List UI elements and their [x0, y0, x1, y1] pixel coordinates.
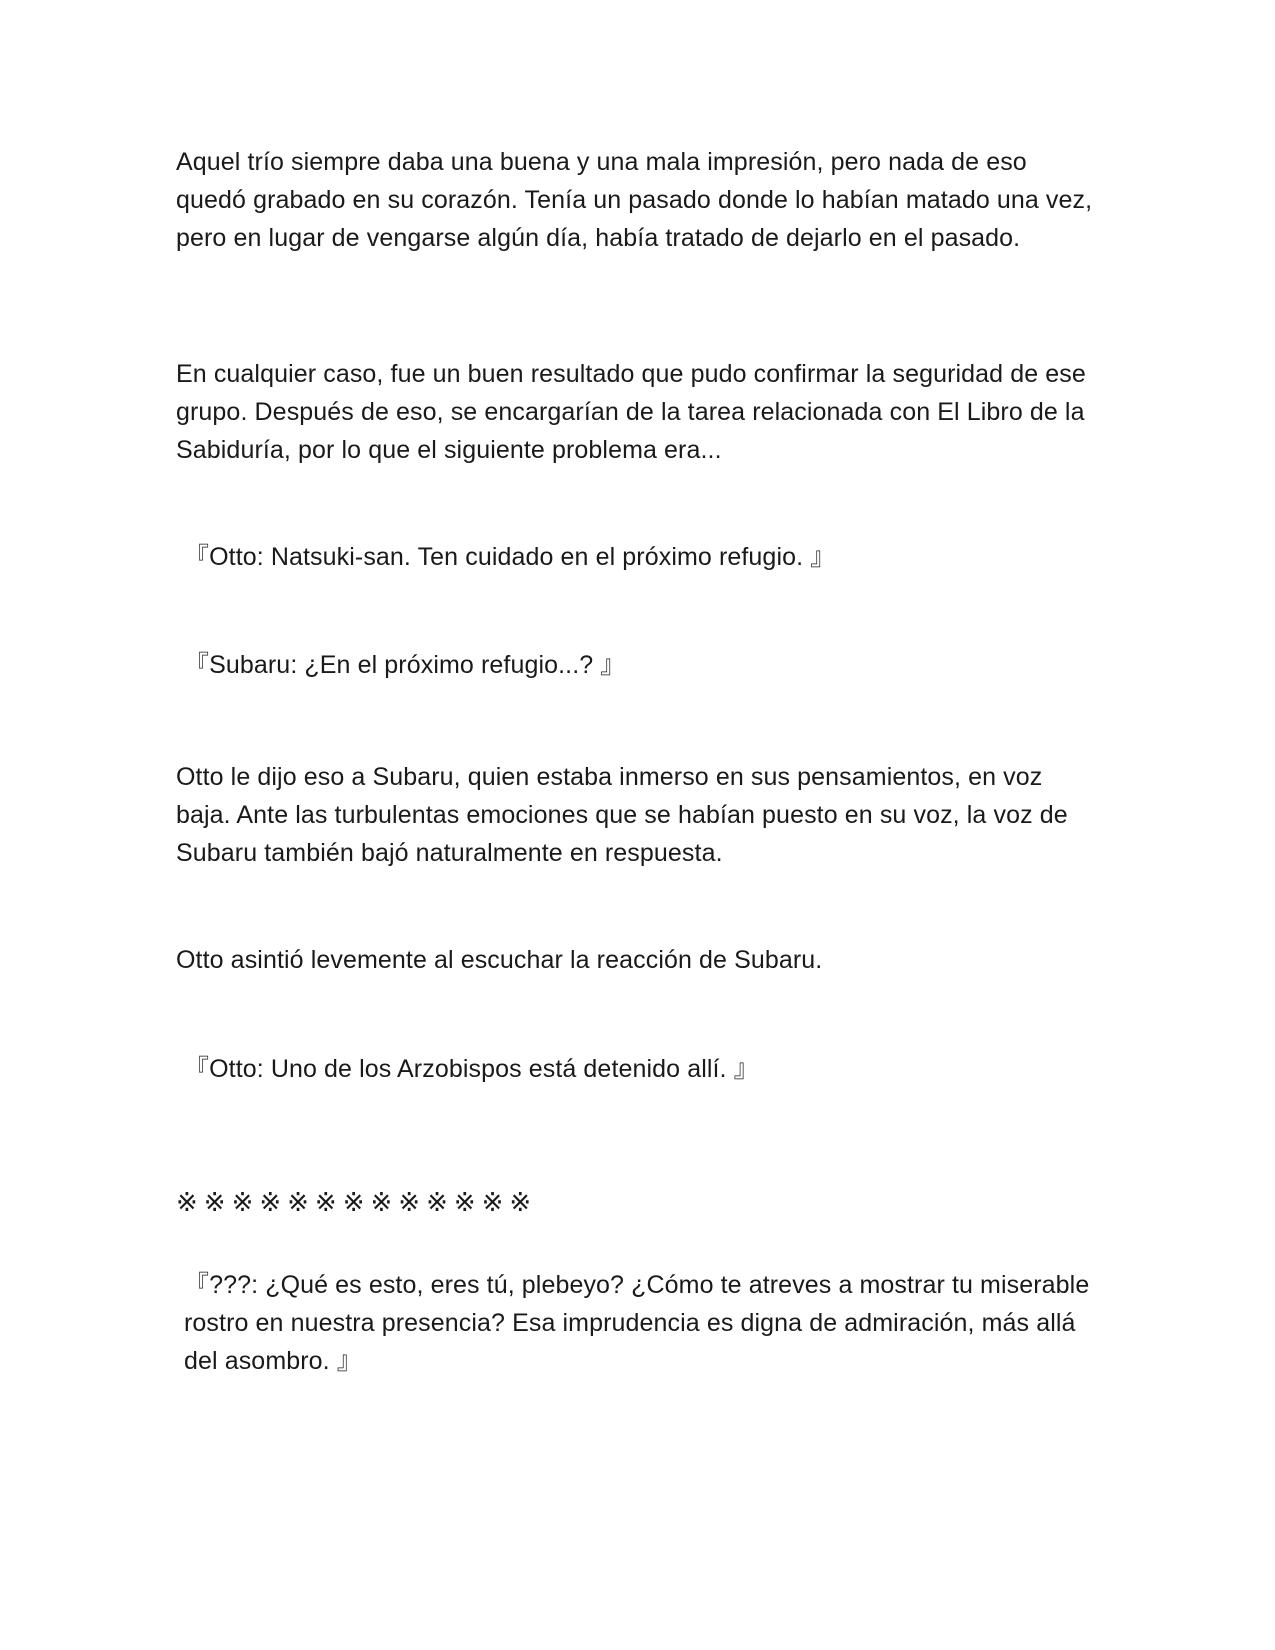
dialogue-otto-warning: 『Otto: Natsuki-san. Ten cuidado en el próximo refugio. 』	[184, 543, 836, 571]
dialogue-unknown-speaker: 『???: ¿Qué es esto, eres tú, plebeyo? ¿Cómo te atreves a mostrar tu miserable rostro en nuestra presencia? Esa imprudencia es digna de admiración, más allá del asombro. 』	[184, 1271, 1090, 1375]
dialogue-otto-archbishop: 『Otto: Uno de los Arzobispos está detenido allí. 』	[184, 1055, 759, 1083]
paragraph-security-confirmed: En cualquier caso, fue un buen resultado que pudo confirmar la seguridad de ese grupo. Después de eso, se encargarían de la tarea relacionada con El Libro de la Sabiduría, por lo que el siguiente problema era...	[176, 360, 1086, 464]
dialogue-subaru-question: 『Subaru: ¿En el próximo refugio...? 』	[184, 651, 626, 679]
scene-separator: ※※※※※※※※※※※※※	[176, 1188, 538, 1218]
paragraph-otto-nods: Otto asintió levemente al escuchar la reacción de Subaru.	[176, 946, 823, 974]
paragraph-trio-impression: Aquel trío siempre daba una buena y una mala impresión, pero nada de eso quedó grabado en su corazón. Tenía un pasado donde lo habían matado una vez, pero en lugar de vengarse algún día, había tratado de dejarlo en el pasado.	[176, 148, 1093, 252]
paragraph-otto-low-voice: Otto le dijo eso a Subaru, quien estaba inmerso en sus pensamientos, en voz baja. Ante las turbulentas emociones que se habían puesto en su voz, la voz de Subaru también bajó naturalmente en respuesta.	[176, 763, 1068, 867]
